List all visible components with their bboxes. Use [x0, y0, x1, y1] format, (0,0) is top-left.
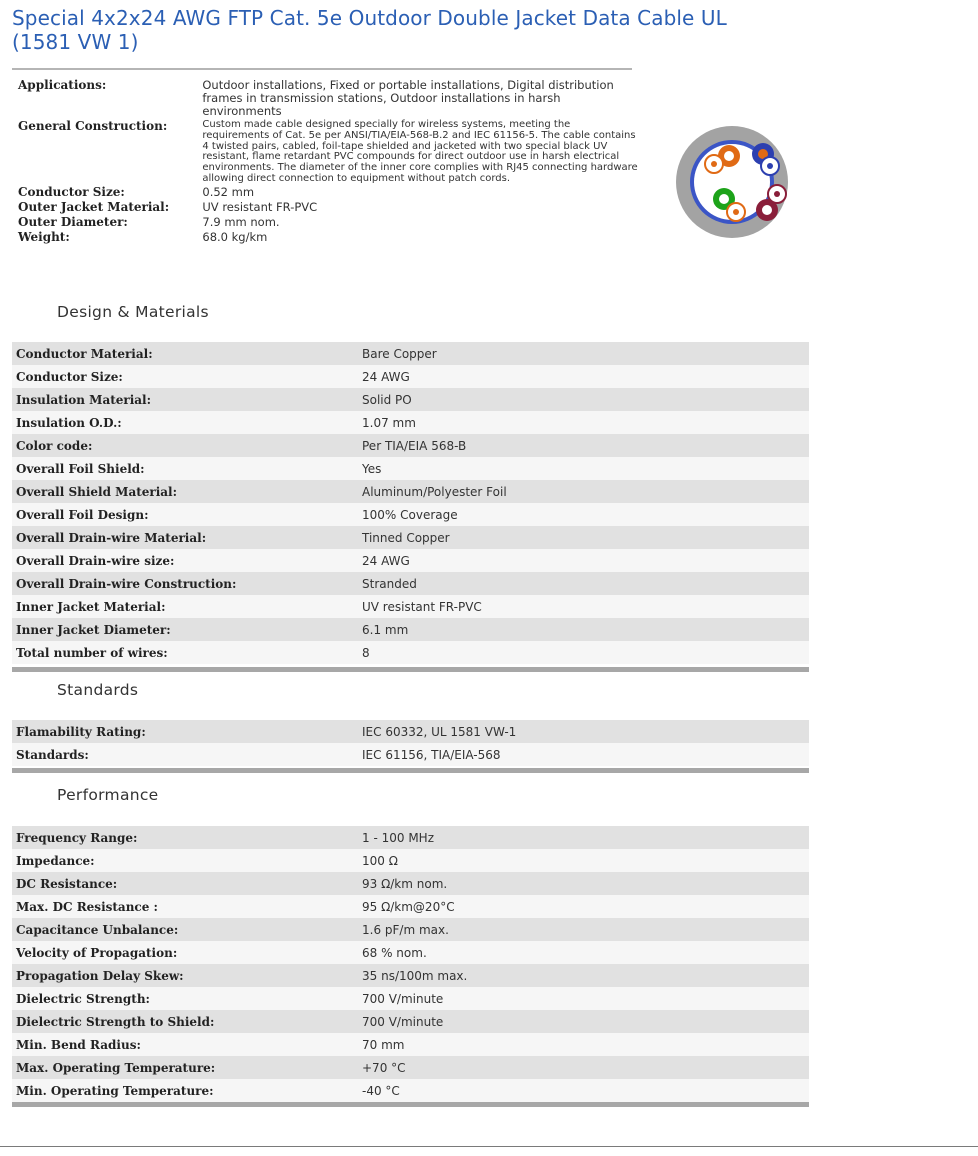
- row-label: Inner Jacket Diameter:: [12, 618, 358, 641]
- summary-label: General Construction:: [18, 119, 168, 133]
- row-label: Dielectric Strength to Shield:: [12, 1010, 358, 1033]
- section-title-standards: Standards: [57, 681, 139, 699]
- row-value: UV resistant FR-PVC: [358, 595, 809, 618]
- table-bottom-rule: [12, 667, 809, 672]
- row-label: Total number of wires:: [12, 641, 358, 664]
- row-label: Overall Drain-wire Construction:: [12, 572, 358, 595]
- row-value: 700 V/minute: [358, 987, 809, 1010]
- row-value: 70 mm: [358, 1033, 809, 1056]
- row-label: Conductor Material:: [12, 342, 358, 365]
- table-row: [12, 1033, 809, 1056]
- summary-value: 0.52 mm: [202, 184, 255, 199]
- row-label: Overall Shield Material:: [12, 480, 358, 503]
- row-value: +70 °C: [358, 1056, 809, 1079]
- row-value: Solid PO: [358, 388, 809, 411]
- row-label: Min. Bend Radius:: [12, 1033, 358, 1056]
- table-row: [12, 457, 809, 480]
- row-label: Min. Operating Temperature:: [12, 1079, 358, 1102]
- row-label: Impedance:: [12, 849, 358, 872]
- row-label: Dielectric Strength:: [12, 987, 358, 1010]
- row-value: 95 Ω/km@20°C: [358, 895, 809, 918]
- row-label: Insulation O.D.:: [12, 411, 358, 434]
- cable-cross-section-image: [674, 124, 790, 240]
- row-label: Inner Jacket Material:: [12, 595, 358, 618]
- page-title: Special 4x2x24 AWG FTP Cat. 5e Outdoor Double Jacket Data Cable UL (1581 VW 1): [12, 6, 727, 54]
- table-row: [12, 641, 809, 664]
- summary-row: [18, 118, 638, 185]
- row-label: Overall Foil Shield:: [12, 457, 358, 480]
- table-row: [12, 365, 809, 388]
- row-label: Insulation Material:: [12, 388, 358, 411]
- row-value: 24 AWG: [358, 549, 809, 572]
- summary-value: 68.0 kg/km: [202, 229, 268, 244]
- row-label: Frequency Range:: [12, 826, 358, 849]
- table-row: [12, 1079, 809, 1102]
- row-value: 100 Ω: [358, 849, 809, 872]
- summary-label: Applications:: [18, 78, 107, 92]
- table-row: [12, 1056, 809, 1079]
- table-row: [12, 826, 809, 849]
- table-row: [12, 503, 809, 526]
- row-value: IEC 60332, UL 1581 VW-1: [358, 720, 809, 743]
- row-value: 1.6 pF/m max.: [358, 918, 809, 941]
- summary-value: Custom made cable designed specially for wireless systems, meeting the requirements of Cat. 5e per ANSI/TIA/EIA-568-B.2 and IEC 61156-5. The cable contains 4 twisted pairs, cabled, foil-tape shielded and jacketed with two special black UV resistant, flame retardant PVC compounds for direct outdoor use in harsh electrical environments. The diameter of the inner core complies with RJ45 connecting hardware allowing direct connection to equipment without patch cords.: [202, 119, 638, 184]
- summary-row: [18, 215, 638, 230]
- row-value: Aluminum/Polyester Foil: [358, 480, 809, 503]
- row-value: Stranded: [358, 572, 809, 595]
- summary-value: UV resistant FR-PVC: [202, 199, 318, 214]
- summary-row: [18, 200, 638, 215]
- row-value: 35 ns/100m max.: [358, 964, 809, 987]
- table-row: [12, 872, 809, 895]
- summary-row: [18, 79, 638, 118]
- table-row: [12, 342, 809, 365]
- row-label: Max. Operating Temperature:: [12, 1056, 358, 1079]
- summary-label: Weight:: [18, 229, 70, 244]
- row-value: -40 °C: [358, 1079, 809, 1102]
- table-row: [12, 849, 809, 872]
- summary-value: 7.9 mm nom.: [202, 214, 280, 229]
- summary-value: Outdoor installations, Fixed or portable installations, Digital distribution frames in transmission stations, Outdoor installations in harsh environments: [202, 78, 614, 118]
- table-row: [12, 388, 809, 411]
- summary-row: [18, 230, 638, 245]
- row-value: 700 V/minute: [358, 1010, 809, 1033]
- table-row: [12, 918, 809, 941]
- row-value: Yes: [358, 457, 809, 480]
- row-value: 24 AWG: [358, 365, 809, 388]
- table-row: [12, 618, 809, 641]
- row-value: Per TIA/EIA 568-B: [358, 434, 809, 457]
- table-row: [12, 434, 809, 457]
- summary-label: Outer Jacket Material:: [18, 199, 170, 214]
- standards-table: [12, 720, 809, 766]
- table-row: [12, 411, 809, 434]
- row-label: Conductor Size:: [12, 365, 358, 388]
- table-bottom-rule: [12, 1102, 809, 1107]
- row-value: 100% Coverage: [358, 503, 809, 526]
- row-label: Velocity of Propagation:: [12, 941, 358, 964]
- table-row: [12, 895, 809, 918]
- row-value: IEC 61156, TIA/EIA-568: [358, 743, 809, 766]
- table-row: [12, 1010, 809, 1033]
- row-label: Color code:: [12, 434, 358, 457]
- row-label: Overall Drain-wire Material:: [12, 526, 358, 549]
- table-row: [12, 572, 809, 595]
- row-value: 8: [358, 641, 809, 664]
- row-label: Propagation Delay Skew:: [12, 964, 358, 987]
- table-row: [12, 595, 809, 618]
- row-value: Bare Copper: [358, 342, 809, 365]
- row-value: 68 % nom.: [358, 941, 809, 964]
- table-row: [12, 941, 809, 964]
- row-label: Standards:: [12, 743, 358, 766]
- row-label: DC Resistance:: [12, 872, 358, 895]
- table-row: [12, 964, 809, 987]
- row-label: Overall Foil Design:: [12, 503, 358, 526]
- summary-label: Outer Diameter:: [18, 214, 128, 229]
- table-row: [12, 526, 809, 549]
- row-label: Overall Drain-wire size:: [12, 549, 358, 572]
- row-value: 6.1 mm: [358, 618, 809, 641]
- section-title-design: Design & Materials: [57, 303, 209, 321]
- table-row: [12, 720, 809, 743]
- title-divider: [12, 68, 632, 70]
- design-materials-table: [12, 342, 809, 664]
- row-value: 1 - 100 MHz: [358, 826, 809, 849]
- row-value: 93 Ω/km nom.: [358, 872, 809, 895]
- performance-table: [12, 826, 809, 1102]
- section-title-performance: Performance: [57, 786, 159, 804]
- summary-table: [18, 79, 638, 245]
- table-row: [12, 549, 809, 572]
- footer-divider: [0, 1146, 978, 1147]
- summary-row: [18, 185, 638, 200]
- table-bottom-rule: [12, 768, 809, 773]
- summary-label: Conductor Size:: [18, 184, 125, 199]
- row-value: Tinned Copper: [358, 526, 809, 549]
- table-row: [12, 480, 809, 503]
- row-label: Max. DC Resistance :: [12, 895, 358, 918]
- row-label: Capacitance Unbalance:: [12, 918, 358, 941]
- row-label: Flamability Rating:: [12, 720, 358, 743]
- table-row: [12, 743, 809, 766]
- table-row: [12, 987, 809, 1010]
- row-value: 1.07 mm: [358, 411, 809, 434]
